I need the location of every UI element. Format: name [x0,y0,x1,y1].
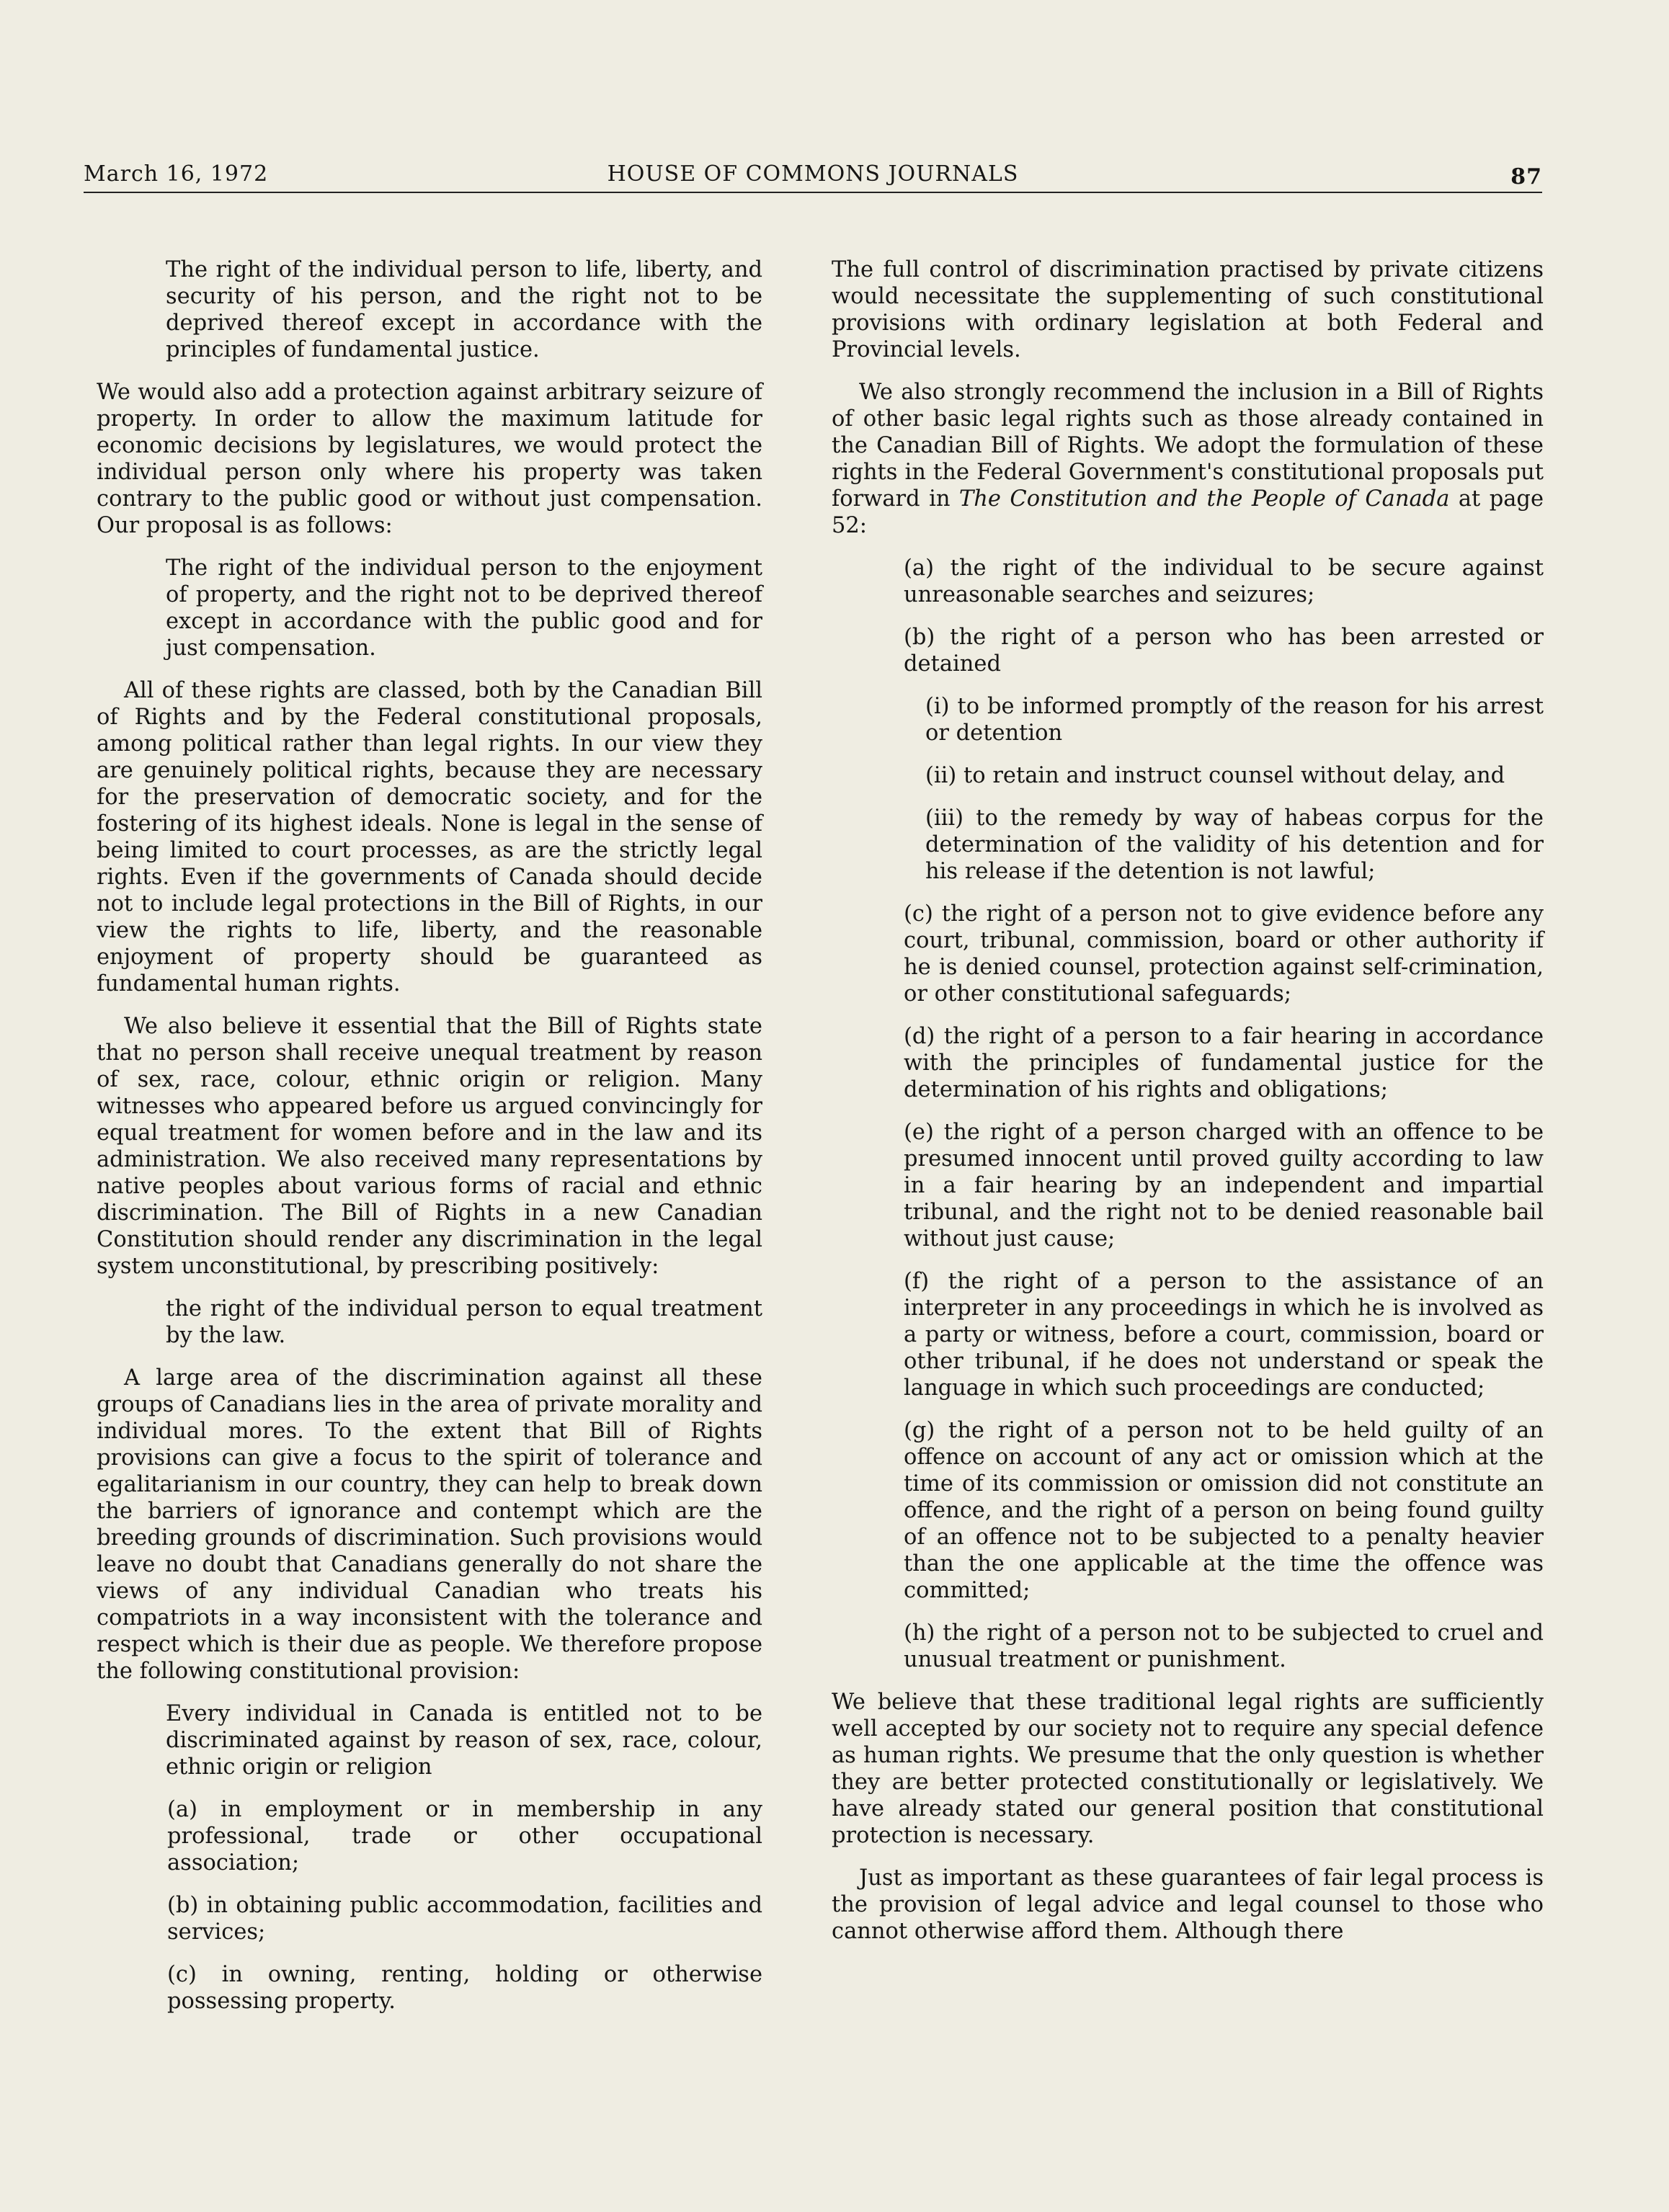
legal-right-b-ii: (ii) to retain and instruct counsel without delay, and [925,763,1505,788]
legal-right-f: (f) the right of a person to the assistance of an interpreter in any proceedings in which he is involved as a party or witness, before a court, commission, board or other tribunal, if he does not understand or speak the language in which such proceedings are conducted; [904,1269,1544,1401]
provision-item-b: (b) in obtaining public accommodation, facilities and services; [167,1893,762,1945]
paragraph-full-control: The full control of discrimination practised by private citizens would necessitate the supplementing of such constitutional provisions with ordinary legislation at both Federal and Provincial levels. [832,257,1544,362]
page-number: 87 [1510,164,1542,189]
quoted-right-to-life: The right of the individual person to life, liberty, and security of his person, and the right not to be deprived thereof except in accordance with the principles of fundamental justice. [166,257,762,362]
legal-right-h: (h) the right of a person not to be subjected to cruel and unusual treatment or punishment. [904,1620,1544,1672]
paragraph-discrimination: A large area of the discrimination against all these groups of Canadians lies in the area of private morality and individual mores. To the extent that Bill of Rights provisions can give a focus to the spirit of tolerance and egalitarianism in our country, they can help to break down the barriers of ignorance and contempt which are the breeding grounds of discrimination. Such provisions would leave no doubt that Canadians generally do not share the views of any individual Canadian who treats his compatriots in a way inconsistent with the tolerance and respect which is their due as people. We therefore propose the following constitutional provision: [97,1365,762,1684]
legal-right-e: (e) the right of a person charged with an offence to be presumed innocent until proved guilty according to law in a fair hearing by an independent and impartial tribunal, and the right not to be denied reasonable bail without just cause; [904,1120,1544,1252]
page-header [84,159,1542,193]
header-date: March 16, 1972 [84,161,269,187]
provision-item-c: (c) in owning, renting, holding or otherwise possessing property. [167,1962,762,2014]
header-title: HOUSE OF COMMONS JOURNALS [607,161,1019,187]
paragraph-property: We would also add a protection against arbitrary seizure of property. In order to allow the maximum latitude for economic decisions by legislatures, we would protect the individual person only where his property was taken contrary to the public good or without just compensation. Our proposal is as follows: [97,380,762,538]
left-column [97,257,762,2030]
paragraph-equal-treatment: We also believe it essential that the Bill of Rights state that no person shall receive unequal treatment by reason of sex, race, colour, ethnic origin or religion. Many witnesses who appeared before us argued convincingly for equal treatment for women before and in the law and its administration. We also received many representations by native peoples about various forms of racial and ethnic discrimination. The Bill of Rights in a new Canadian Constitution should render any discrimination in the legal system unconstitutional, by prescribing positively: [97,1014,762,1279]
quoted-equal-treatment: the right of the individual person to equal treatment by the law. [166,1296,762,1348]
paragraph-recommend [832,379,1544,539]
recommend-text-end: at page 52: [832,486,1544,538]
legal-right-b-i: (i) to be informed promptly of the reason for his arrest or detention [925,694,1544,746]
legal-right-g: (g) the right of a person not to be held guilty of an offence on account of any act or omission which at the time of its commission or omission did not constitute an offence, and the right of a person on being found guilty of an offence not to be subjected to a penalty heavier than the one applicable at the time the offence was committed; [904,1418,1544,1603]
quoted-right-to-property: The right of the individual person to the enjoyment of property, and the right not to be deprived thereof except in accordance with the public good and for just compensation. [166,556,762,661]
legal-right-b-iii: (iii) to the remedy by way of habeas corpus for the determination of the validity of his detention and for his release if the detention is not lawful; [925,806,1544,884]
publication-title: The Constitution and the People of Canada [958,486,1450,512]
legal-right-b: (b) the right of a person who has been arrested or detained [904,625,1544,677]
legal-right-d: (d) the right of a person to a fair hearing in accordance with the principles of fundamental justice for the determination of his rights and obligations; [904,1024,1544,1102]
recommend-text: We also strongly recommend the inclusion in a Bill of Rights of other basic legal rights such as those already contained in the Canadian Bill of Rights. We adopt the formulation of these rights in the Federal Government's constitutional proposals put forward in [832,380,1544,512]
legal-right-c: (c) the right of a person not to give evidence before any court, tribunal, commission, board or other authority if he is denied counsel, protection against self-crimination, or other constitutional safeguards; [904,901,1544,1007]
paragraph-traditional-rights: We believe that these traditional legal rights are sufficiently well accepted by our society not to require any special defence as human rights. We presume that the only question is whether they are better protected constitutionally or legislatively. We have already stated our general position that constitutional protection is necessary. [832,1690,1544,1848]
header-rule [84,192,1542,193]
quoted-provision: Every individual in Canada is entitled not to be discriminated against by reason of sex, race, colour, ethnic origin or religion [166,1701,762,1780]
provision-item-a: (a) in employment or in membership in any professional, trade or other occupational association; [167,1797,762,1876]
right-column [832,257,1544,1961]
legal-right-a: (a) the right of the individual to be secure against unreasonable searches and seizures; [904,556,1544,607]
paragraph-legal-advice: Just as important as these guarantees of fair legal process is the provision of legal advice and legal counsel to those who cannot otherwise afford them. Although there [832,1865,1544,1944]
paragraph-political-rights: All of these rights are classed, both by the Canadian Bill of Rights and by the Federal constitutional proposals, among political rather than legal rights. In our view they are genuinely political rights, because they are necessary for the preservation of democratic society, and for the fostering of its highest ideals. None is legal in the sense of being limited to court processes, as are the strictly legal rights. Even if the governments of Canada should decide not to include legal protections in the Bill of Rights, in our view the rights to life, liberty, and the reasonable enjoyment of property should be guaranteed as fundamental human rights. [97,678,762,996]
